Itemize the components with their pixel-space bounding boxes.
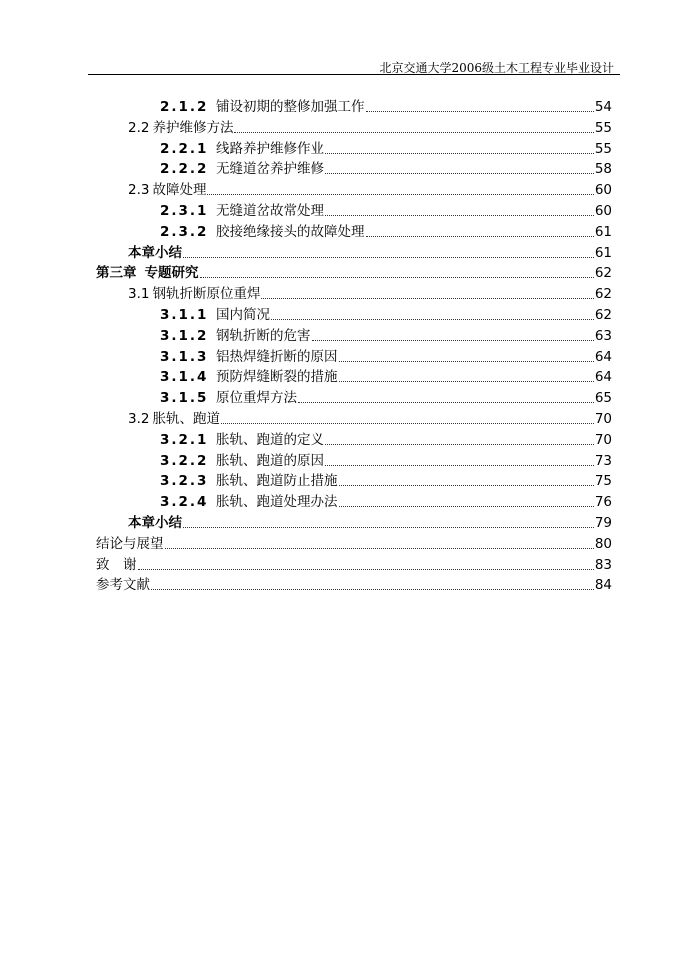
toc-entry-number: 3.1 <box>128 286 150 303</box>
toc-entry-title: 胀轨、跑道的定义 <box>216 431 324 448</box>
toc-entry-number: 3.2 <box>128 411 150 427</box>
toc-entry <box>96 532 612 553</box>
toc-entry-title: 胀轨、跑道处理办法 <box>216 494 338 511</box>
toc-dot-leader <box>312 339 594 341</box>
toc-entry-title: 结论与展望 <box>96 535 164 552</box>
toc-entry-number: 3.1.4 <box>160 369 209 386</box>
toc-entry-title: 原位重焊方法 <box>216 390 297 407</box>
toc-entry <box>160 345 612 366</box>
toc-entry-title: 预防焊缝断裂的措施 <box>216 369 338 386</box>
toc-entry <box>160 386 612 407</box>
toc-entry-title: 无缝道岔养护维修 <box>216 161 324 178</box>
toc-entry-number: 2.3 <box>128 182 150 199</box>
toc-entry-page: 73 <box>594 452 612 469</box>
toc-dot-leader <box>339 380 594 382</box>
toc-entry-page: 61 <box>594 244 612 261</box>
toc-entry-page: 61 <box>594 223 612 240</box>
toc-dot-leader <box>183 256 594 258</box>
toc-entry-number: 3.1.5 <box>160 390 209 407</box>
toc-entry-page: 65 <box>594 390 612 407</box>
toc-entry <box>160 199 612 220</box>
toc-entry <box>128 178 612 199</box>
toc-entry <box>96 261 612 282</box>
toc-entry-title: 钢轨折断原位重焊 <box>152 286 261 303</box>
toc-entry-number: 3.2.1 <box>160 431 209 448</box>
toc-entry <box>160 449 612 470</box>
toc-dot-leader <box>151 588 594 590</box>
toc-entry <box>128 511 612 532</box>
toc-entry-title: 胀轨、跑道防止措施 <box>216 473 338 490</box>
toc-entry-number: 3.1.1 <box>160 307 209 323</box>
toc-entry-title: 无缝道岔故常处理 <box>216 203 324 219</box>
toc-entry-page: 60 <box>594 182 612 199</box>
toc-entry-title: 国内简况 <box>216 307 270 323</box>
toc-entry <box>160 428 612 449</box>
toc-entry-number: 3.2.3 <box>160 473 209 490</box>
toc-entry <box>160 95 612 116</box>
toc-dot-leader <box>325 464 594 466</box>
toc-entry <box>160 137 612 158</box>
toc-entry <box>160 490 612 511</box>
toc-dot-leader <box>339 360 594 362</box>
toc-entry-number: 3.1.2 <box>160 327 209 344</box>
toc-dot-leader <box>200 276 594 278</box>
toc-entry-page: 58 <box>594 161 612 178</box>
toc-entry-number: 2.2.1 <box>160 140 209 157</box>
toc-entry-page: 54 <box>594 99 612 115</box>
toc-entry-title: 养护维修方法 <box>152 119 234 136</box>
toc-entry <box>160 157 612 178</box>
toc-entry-page: 79 <box>594 515 612 531</box>
toc-dot-leader <box>339 505 594 507</box>
toc-dot-leader <box>339 484 594 486</box>
toc-dot-leader <box>366 235 594 237</box>
toc-entry-title: 胀轨、跑道 <box>152 411 220 427</box>
toc-entry-page: 55 <box>594 140 612 157</box>
toc-entry-page: 64 <box>594 348 612 365</box>
toc-entry-title: 胀轨、跑道的原因 <box>216 452 324 469</box>
toc-entry-number: 2.1.2 <box>160 99 209 115</box>
toc-entry-title: 致 谢 <box>96 556 137 573</box>
toc-dot-leader <box>325 443 594 445</box>
toc-entry-page: 75 <box>594 473 612 490</box>
toc-entry <box>128 282 612 303</box>
toc-entry-number: 3.2.4 <box>160 494 209 511</box>
header-text: 北京交通大学2006级土木工程专业毕业设计 <box>379 61 614 75</box>
toc-entry-number: 3.2.2 <box>160 452 209 469</box>
toc-dot-leader <box>325 152 594 154</box>
toc-entry-page: 62 <box>594 286 612 303</box>
toc-dot-leader <box>298 401 594 403</box>
toc-entry-page: 60 <box>594 203 612 219</box>
toc-entry-page: 80 <box>594 535 612 552</box>
toc-dot-leader <box>221 422 594 424</box>
toc-entry-title: 铝热焊缝折断的原因 <box>216 348 338 365</box>
toc-entry-page: 55 <box>594 119 612 136</box>
toc-entry-title: 故障处理 <box>152 182 207 199</box>
toc-entry-title: 胶接绝缘接头的故障处理 <box>216 223 365 240</box>
toc-entry <box>160 303 612 324</box>
toc-dot-leader <box>138 568 594 570</box>
toc-entry <box>160 469 612 490</box>
toc-entry-page: 84 <box>594 577 612 594</box>
toc-entry-page: 70 <box>594 411 612 427</box>
toc-entry-title: 钢轨折断的危害 <box>216 327 311 344</box>
toc-entry-page: 62 <box>594 265 612 282</box>
toc-entry-title: 本章小结 <box>128 515 182 531</box>
toc-entry-page: 64 <box>594 369 612 386</box>
toc-entry-number: 2.2.2 <box>160 161 209 178</box>
toc-entry <box>128 116 612 137</box>
toc-dot-leader <box>234 131 593 133</box>
page-header <box>88 58 620 75</box>
toc-dot-leader <box>165 547 594 549</box>
toc-entry-title: 参考文献 <box>96 577 150 594</box>
toc-dot-leader <box>261 297 593 299</box>
toc-entry <box>128 407 612 428</box>
toc-entry-page: 76 <box>594 494 612 511</box>
toc-dot-leader <box>207 193 593 195</box>
toc-entry <box>160 324 612 345</box>
toc-entry-title: 铺设初期的整修加强工作 <box>216 99 365 115</box>
toc-dot-leader <box>183 526 594 528</box>
toc-entry <box>96 553 612 574</box>
toc-entry-number: 2.3.1 <box>160 203 209 219</box>
toc-entry <box>160 365 612 386</box>
toc-entry-page: 70 <box>594 431 612 448</box>
toc-entry-title: 线路养护维修作业 <box>216 140 324 157</box>
toc-dot-leader <box>366 110 594 112</box>
toc-entry-page: 62 <box>594 307 612 323</box>
toc-entry <box>96 573 612 594</box>
toc-entry-number: 3.1.3 <box>160 348 209 365</box>
toc-dot-leader <box>271 318 594 320</box>
toc-dot-leader <box>325 172 594 174</box>
toc-entry-page: 83 <box>594 556 612 573</box>
toc-entry-number: 第三章 <box>96 265 137 282</box>
toc-entry <box>128 241 612 262</box>
toc-entry <box>160 220 612 241</box>
toc-dot-leader <box>325 214 594 216</box>
toc-entry-number: 2.2 <box>128 119 150 136</box>
toc-entry-title: 本章小结 <box>128 244 182 261</box>
toc-entry-page: 63 <box>594 327 612 344</box>
toc-entry-title: 专题研究 <box>144 265 199 282</box>
toc-entry-number: 2.3.2 <box>160 223 209 240</box>
